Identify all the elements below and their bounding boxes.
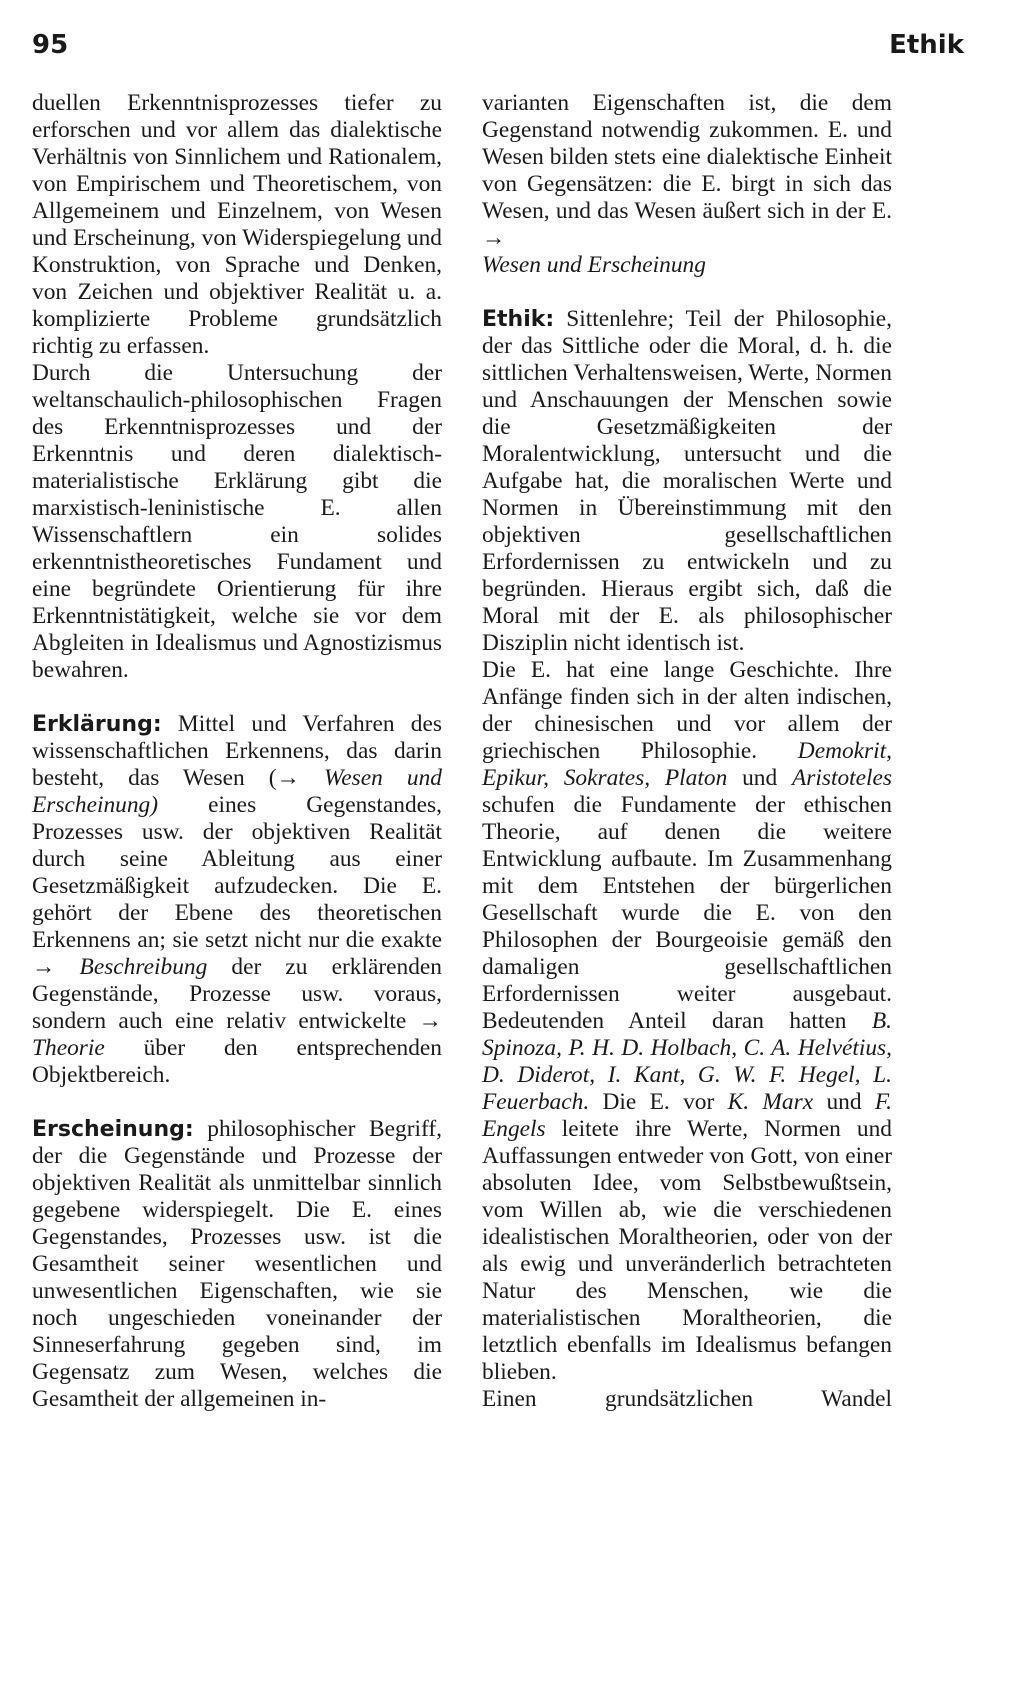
cross-reference: Wesen und Erscheinung): [32, 765, 442, 818]
paragraph-last-line: Einen grundsätzlichen Wandel: [482, 1386, 892, 1412]
entry-erscheinung: [32, 1116, 442, 1413]
entry-text: eines Gegenstandes, Prozesses usw. der objektiven Realität durch seine Ableitung aus einer Gesetzmäßigkeit aufzudecken. Die E. gehört der Ebene des theoretischen Erkennens an; sie setzt nicht nur die exakte: [32, 792, 442, 953]
entry-text: Die E. vor: [589, 1089, 728, 1115]
entry-term: Erklärung:: [32, 712, 162, 737]
entry-text: und: [813, 1089, 875, 1115]
entry-ethik: [482, 306, 892, 657]
entry-text: philosophischer Begriff, der die Gegenstände und Prozesse der objektiven Realität als unmittelbar sinnlich gegebene widerspiegelt. Die E. eines Gegenstandes, Prozesses usw. ist die Gesamtheit seiner wesentlichen und unwesentlichen Eigenschaften, wie sie noch ungeschieden voneinander der Sinneserfahrung gegeben sind, im Gegensatz zum Wesen, welches die Gesamtheit der allgemeinen in-: [32, 1116, 442, 1412]
paragraph-history: [482, 657, 892, 1386]
cross-reference: Theorie: [32, 1035, 105, 1061]
entry-text: Die E. hat eine lange Geschichte. Ihre Anfänge finden sich in der alten indischen, der chinesischen und vor allem der griechischen Philosophie.: [482, 657, 892, 764]
entry-text: leitete ihre Werte, Normen und Auffassungen entweder von Gott, von einer absoluten Idee, vom Selbstbewußtsein, vom Willen ab, wie die verschiedenen idealistischen Moraltheorien, oder von der als ewig und unveränderlich betrachteten Natur des Menschen, wie die materialistischen Moraltheorien, die letztlich ebenfalls im Idealismus befangen blieben.: [482, 1116, 892, 1385]
entry-text: varianten Eigenschaften ist, die dem Gegenstand notwendig zukommen. E. und Wesen bilden stets eine dialektische Einheit von Gegensätzen: die E. birgt in sich das Wesen, und das Wesen äußert sich in der E.: [482, 90, 892, 224]
entry-term: Ethik:: [482, 307, 555, 332]
entry-erklaerung: [32, 711, 442, 1089]
entry-text: Mittel und Verfahren des wissenschaftlichen Erkennens, das darin besteht, das Wesen (: [32, 711, 442, 791]
page-number: 95: [32, 30, 69, 60]
person-names: Aristoteles: [791, 765, 893, 791]
entry-text: und: [727, 765, 792, 791]
entry-text: Sittenlehre; Teil der Philosophie, der das Sittliche oder die Moral, d. h. die sittlichen Verhaltensweisen, Werte, Normen und Anschauungen der Menschen sowie die Gesetzmäßigkeiten der Moralentwicklung, untersucht und die Aufgabe hat, die moralischen Werte und Normen in Übereinstimmung mit den objektiven gesellschaftlichen Erfordernissen zu entwickeln und zu begründen. Hieraus ergibt sich, daß die Moral mit der E. als philosophischer Disziplin nicht identisch ist.: [482, 306, 892, 656]
cross-reference: Wesen und Erscheinung: [482, 252, 706, 278]
paragraph-continuation: duellen Erkenntnisprozesses tiefer zu erforschen und vor allem das dialektische Verhältnis von Sinnlichem und Rationalem, von Empirischem und Theoretischem, von Allgemeinem und Einzelnem, von Wesen und Erscheinung, von Widerspiegelung und Konstruktion, von Sprache und Denken, von Zeichen und objektiver Realität u. a. komplizierte Probleme grundsätzlich richtig zu erfassen.: [32, 90, 442, 359]
right-column: [482, 90, 892, 1413]
left-column: [32, 90, 442, 1413]
person-names: B. Spinoza, P. H. D. Holbach, C. A. Helvétius, D. Diderot, I. Kant, G. W. F. Hegel, L. Feuerbach.: [482, 1008, 892, 1115]
running-head: Ethik: [889, 30, 964, 60]
arrow-icon: →: [32, 954, 56, 980]
entry-text: schufen die Fundamente der ethischen Theorie, auf denen die weitere Entwicklung aufbaute. Im Zusammenhang mit dem Entstehen der bürgerlichen Gesellschaft wurde die E. von den Philosophen der Bourgeoisie gemäß den damaligen gesellschaftlichen Erfordernissen weiter ausgebaut. Bedeutenden Anteil daran hatten: [482, 792, 892, 1034]
entry-text: der zu erklärenden Gegenstände, Prozesse usw. voraus, sondern auch eine relativ entwickelte: [32, 954, 442, 1034]
paragraph-continuation: [482, 90, 892, 279]
person-names: Demokrit, Epikur, Sokrates, Platon: [482, 738, 892, 791]
paragraph-erkenntnistheorie: Durch die Untersuchung der weltanschaulich-philosophischen Fragen des Erkenntnisprozesses und der Erkenntnis und deren dialektisch-materialistische Erklärung gibt die marxistisch-leninistische E. allen Wissenschaftlern ein solides erkenntnistheoretisches Fundament und eine begründete Orientierung für ihre Erkenntnistätigkeit, welche sie vor dem Abgleiten in Idealismus und Agnostizismus bewahren.: [32, 360, 442, 683]
arrow-icon: →: [276, 765, 300, 791]
person-names: K. Marx: [727, 1089, 814, 1115]
person-names: F. Engels: [482, 1089, 893, 1142]
cross-reference: Beschreibung: [79, 954, 208, 980]
arrow-icon: →: [482, 225, 506, 251]
entry-text: über den entsprechenden Objektbereich.: [32, 1035, 442, 1088]
entry-term: Erscheinung:: [32, 1117, 194, 1142]
arrow-icon: →: [418, 1008, 442, 1034]
